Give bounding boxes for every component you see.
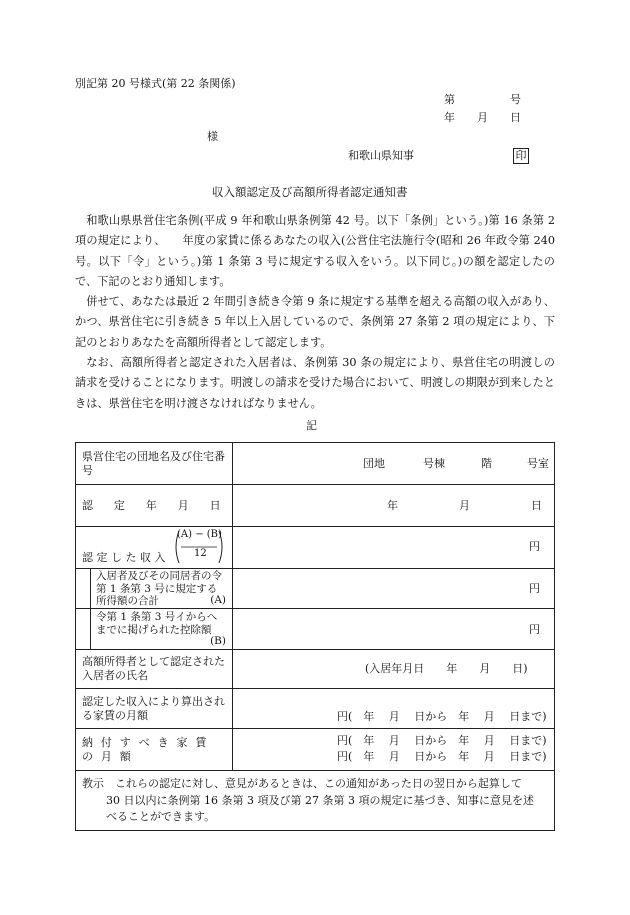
instruction-note	[76, 771, 540, 830]
table-row-income-a	[76, 569, 554, 609]
calculated-rent-value	[233, 689, 554, 728]
formula-numerator: (A) − (B)	[177, 529, 222, 540]
entry-date: (入居年月日 年 月 日)	[365, 662, 528, 675]
table-row-calculated-rent	[76, 689, 554, 729]
indent-column	[76, 609, 91, 649]
note-line-2: 30 日以内に条例第 16 条第 3 項及び第 27 条第 3 項の規定に基づき、知事に意見を述	[106, 793, 535, 807]
yen-unit: 円	[529, 540, 540, 553]
certification-date-label: 認 定 年 月 日	[76, 485, 233, 526]
body-paragraph-2: 併せて、あなたは最近 2 年間引き続き令第 9 条に規定する基準を超える高額の収入があり、かつ、県営住宅に引き続き 5 年以上入居しているので、条例第 27 条第 2 項の規定により、下記のとおりあなたを高額所得者として認定します。	[75, 295, 555, 349]
deduction-b-label	[91, 609, 232, 649]
yen-unit: 円	[529, 582, 540, 595]
income-label-cell	[76, 527, 233, 568]
danchi-unit: 団地	[363, 457, 385, 470]
yen-unit: 円	[529, 623, 540, 636]
note-line-3: べることができます。	[106, 810, 216, 823]
room-unit: 号室	[527, 457, 549, 470]
indent-column	[76, 569, 91, 608]
body-paragraph-1: 和歌山県県営住宅条例(平成 9 年和歌山県条例第 42 号。以下「条例」という。)第 16 条第 2 項の規定により、 年度の家賃に係るあなたの収入(公営住宅法施行令(昭和 26 年政令第 240 号。以下「令」という。)第 1 条第 3 号に規定する収入をいう。以下同じ。)の額を認定したので、下記のとおり通知します。	[75, 214, 555, 288]
floor-unit: 階	[481, 457, 492, 470]
month-unit: 月	[459, 499, 470, 512]
form-label: 別記第 20 号様式(第 22 条関係)	[75, 77, 236, 90]
certified-income-value	[233, 527, 554, 568]
calculated-rent-label: 認定した収入により算出される家賃の月額	[76, 689, 233, 728]
body-text	[75, 211, 555, 414]
housing-value	[233, 443, 554, 484]
certified-income-label: 認 定 し た 収 入	[82, 551, 166, 564]
income-a-label	[91, 569, 232, 608]
document-date: 年 月 日	[444, 111, 521, 124]
formula-denominator: 12	[194, 548, 207, 559]
year-unit: 年	[387, 499, 398, 512]
note-line-1: 教示 これらの認定に対し、意見があるときは、この通知があった日の翌日から起算して	[82, 777, 522, 790]
table-row-note	[76, 771, 554, 830]
income-a-text: 入居者及びその同居者の令第 1 条第 3 号に規定する所得額の合計	[96, 570, 222, 608]
housing-label: 県営住宅の団地名及び住宅番号	[76, 443, 233, 484]
deduction-b-value	[233, 609, 554, 649]
payable-rent-value	[233, 729, 554, 770]
high-income-name-value	[233, 650, 554, 688]
rent-period-1: 円( 年 月 日から 年 月 日まで)	[337, 734, 547, 747]
deduction-b-tag: (B)	[210, 634, 226, 647]
certification-date-value	[233, 485, 554, 526]
income-a-tag: (A)	[210, 594, 226, 607]
table-row-high-income-name	[76, 650, 554, 689]
ki-heading: 記	[306, 419, 317, 432]
document-number: 第 号	[444, 93, 521, 106]
table-row-housing	[76, 443, 554, 485]
payable-rent-label: 納 付 す べ き 家 賃 の 月 額	[76, 729, 233, 770]
table-row-income	[76, 527, 554, 569]
high-income-name-label: 高額所得者として認定された入居者の氏名	[76, 650, 233, 688]
details-table	[75, 442, 555, 831]
body-paragraph-3: なお、高額所得者と認定された入居者は、条例第 30 条の規定により、県営住宅の明渡しの請求を受けることになります。明渡しの請求を受けた場合において、明渡しの期限が到来したときは、県営住宅を明け渡さなければなりません。	[75, 356, 555, 410]
table-row-payable-rent	[76, 729, 554, 771]
table-row-deduction-b	[76, 609, 554, 650]
day-unit: 日	[531, 499, 542, 512]
building-unit: 号棟	[423, 457, 445, 470]
document-title: 収入額認定及び高額所得者認定通知書	[212, 185, 408, 199]
issuer-name: 和歌山県知事	[348, 149, 414, 162]
income-a-value	[233, 569, 554, 608]
deduction-b-text: 令第 1 条第 3 号イからへまでに掲げられた控除額	[96, 611, 218, 637]
deduction-b-label-cell	[76, 609, 233, 649]
rent-period-2: 円( 年 月 日から 年 月 日まで)	[337, 750, 547, 763]
seal-mark: 印	[513, 148, 529, 164]
addressee-suffix: 様	[207, 130, 218, 143]
rent-period: 円( 年 月 日から 年 月 日まで)	[337, 710, 547, 723]
table-row-date	[76, 485, 554, 527]
income-a-label-cell	[76, 569, 233, 608]
